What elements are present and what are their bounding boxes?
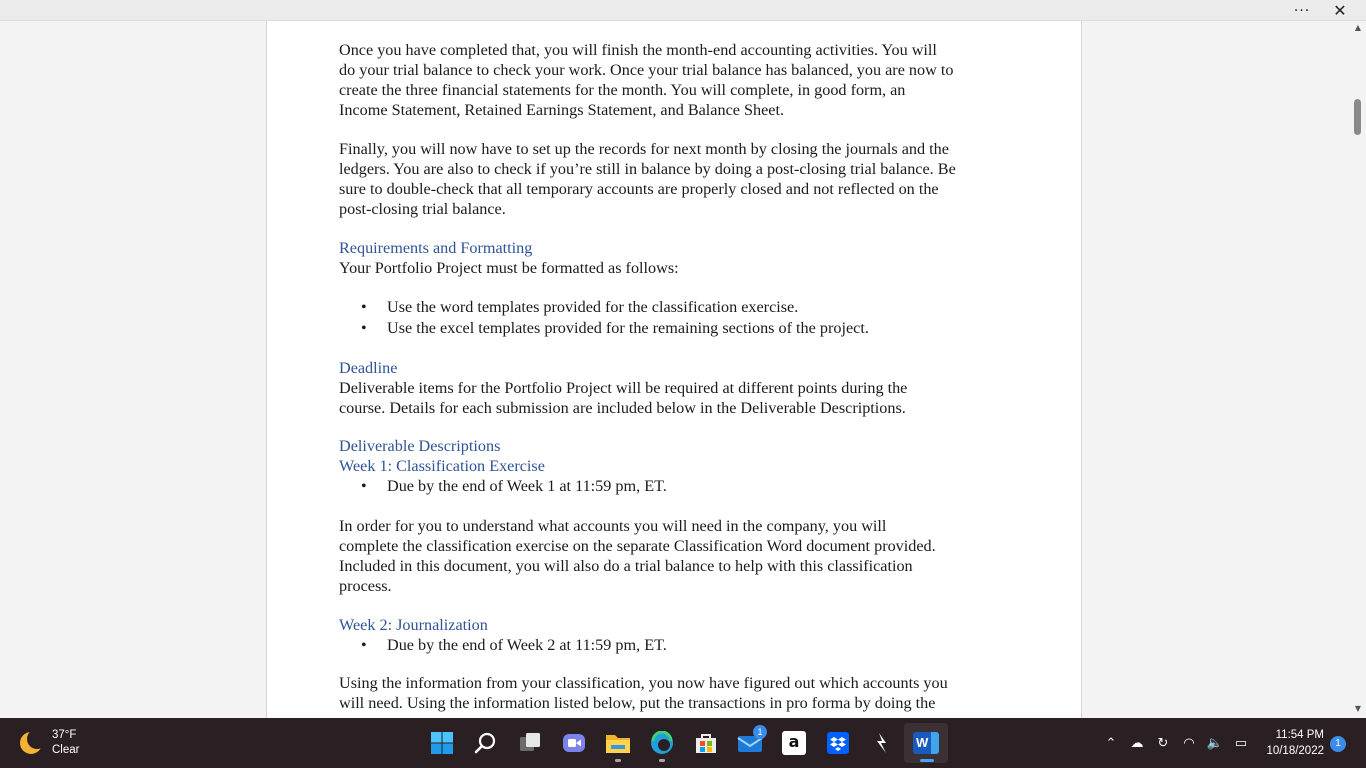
heading-week1: Week 1: Classification Exercise — [339, 457, 545, 475]
text-line: ledgers. You are also to check if you’re still in balance by doing a post-closing trial balance. Be — [339, 160, 956, 178]
task-view-button[interactable] — [508, 723, 552, 763]
weather-condition: Clear — [52, 744, 80, 756]
text-line: In order for you to understand what accounts you will need in the company, you will — [339, 517, 887, 535]
amazon-icon: a — [782, 731, 806, 755]
mail-badge: 1 — [753, 725, 767, 739]
text-line: create the three financial statements for the month. You will complete, in good form, an — [339, 81, 906, 99]
scroll-down-button[interactable]: ▼ — [1354, 704, 1362, 713]
file-explorer-button[interactable] — [596, 723, 640, 763]
text-line: Using the information from your classification, you now have figured out which accounts you — [339, 674, 948, 692]
dropbox-icon — [826, 731, 850, 755]
notification-badge[interactable]: 1 — [1330, 736, 1346, 752]
requirements-list — [339, 297, 1019, 339]
edge-button[interactable] — [640, 723, 684, 763]
week2-list — [339, 635, 1019, 656]
windows-icon — [430, 731, 454, 755]
heading-deadline: Deadline — [339, 359, 398, 377]
mail-button[interactable] — [728, 723, 772, 763]
start-button[interactable] — [420, 723, 464, 763]
search-icon — [474, 731, 498, 755]
text-line: sure to double-check that all temporary accounts are properly closed and not reflected on the — [339, 180, 939, 198]
clock[interactable] — [1252, 727, 1324, 759]
app-button[interactable] — [860, 723, 904, 763]
lightning-icon — [870, 731, 894, 755]
weather-widget[interactable] — [18, 728, 79, 758]
scroll-up-button[interactable]: ▲ — [1354, 23, 1362, 32]
taskbar-apps — [420, 723, 948, 763]
edge-icon — [650, 731, 674, 755]
text-line: will need. Using the information listed below, put the transactions in pro forma by doing the — [339, 694, 936, 712]
list-item: • Due by the end of Week 1 at 11:59 pm, ET. — [339, 476, 1019, 497]
heading-requirements: Requirements and Formatting — [339, 239, 533, 257]
text-line: Once you have completed that, you will finish the month-end accounting activities. You will — [339, 41, 937, 59]
text-line: Included in this document, you will also do a trial balance to help with this classification — [339, 557, 913, 575]
requirements-intro: Your Portfolio Project must be formatted as follows: — [339, 259, 679, 277]
chat-icon — [562, 731, 586, 755]
title-bar — [0, 0, 1366, 21]
word-button[interactable] — [904, 723, 948, 763]
system-tray — [1100, 728, 1252, 758]
teams-chat-button[interactable] — [552, 723, 596, 763]
text-line: complete the classification exercise on the separate Classification Word document provided. — [339, 537, 936, 555]
text-line: post-closing trial balance. — [339, 200, 506, 218]
scroll-thumb[interactable] — [1354, 99, 1361, 135]
paragraph-deadline — [339, 378, 1019, 418]
list-item: • Due by the end of Week 2 at 11:59 pm, ET. — [339, 635, 1019, 656]
taskbar — [0, 718, 1366, 768]
sync-icon[interactable]: ↻ — [1157, 735, 1169, 751]
text-line: do your trial balance to check your work. Once your trial balance has balanced, you are now to — [339, 61, 954, 79]
store-icon — [694, 731, 718, 755]
amazon-button[interactable] — [772, 723, 816, 763]
close-button[interactable]: ✕ — [1333, 1, 1347, 20]
document-content — [339, 40, 1019, 713]
text-line: process. — [339, 577, 392, 595]
battery-icon[interactable]: ▭ — [1234, 735, 1248, 751]
folder-icon — [605, 731, 631, 755]
paragraph-closing — [339, 139, 1019, 219]
clock-time: 11:54 PM — [1275, 729, 1324, 741]
paragraph-week2 — [339, 673, 1019, 713]
weather-temp: 37°F — [52, 729, 77, 741]
volume-icon[interactable]: 🔈 — [1206, 735, 1224, 751]
text-line: Finally, you will now have to set up the records for next month by closing the journals and the — [339, 140, 949, 158]
paragraph-month-end — [339, 40, 1019, 120]
word-icon: W — [913, 732, 939, 754]
document-area — [0, 21, 1350, 718]
week1-list — [339, 476, 1019, 497]
text-line: Income Statement, Retained Earnings Statement, and Balance Sheet. — [339, 101, 785, 119]
dropbox-button[interactable] — [816, 723, 860, 763]
more-options-button[interactable]: ··· — [1293, 2, 1311, 19]
task-view-icon — [518, 731, 542, 755]
wifi-icon[interactable]: ◠ — [1183, 735, 1195, 751]
list-item: • Use the excel templates provided for the remaining sections of the project. — [339, 318, 1019, 339]
text-line: course. Details for each submission are included below in the Deliverable Descriptions. — [339, 399, 906, 417]
store-button[interactable] — [684, 723, 728, 763]
heading-deliverables: Deliverable Descriptions — [339, 437, 501, 455]
clock-date: 10/18/2022 — [1266, 745, 1324, 757]
list-item: • Use the word templates provided for the classification exercise. — [339, 297, 1019, 318]
onedrive-icon[interactable]: ☁ — [1130, 735, 1144, 751]
moon-icon — [18, 730, 44, 756]
paragraph-week1 — [339, 516, 1019, 596]
text-line: Deliverable items for the Portfolio Project will be required at different points during the — [339, 379, 908, 397]
chevron-up-icon[interactable]: ⌃ — [1105, 735, 1117, 751]
heading-week2: Week 2: Journalization — [339, 616, 488, 634]
vertical-scrollbar[interactable] — [1350, 21, 1366, 718]
document-page — [266, 21, 1082, 718]
search-button[interactable] — [464, 723, 508, 763]
